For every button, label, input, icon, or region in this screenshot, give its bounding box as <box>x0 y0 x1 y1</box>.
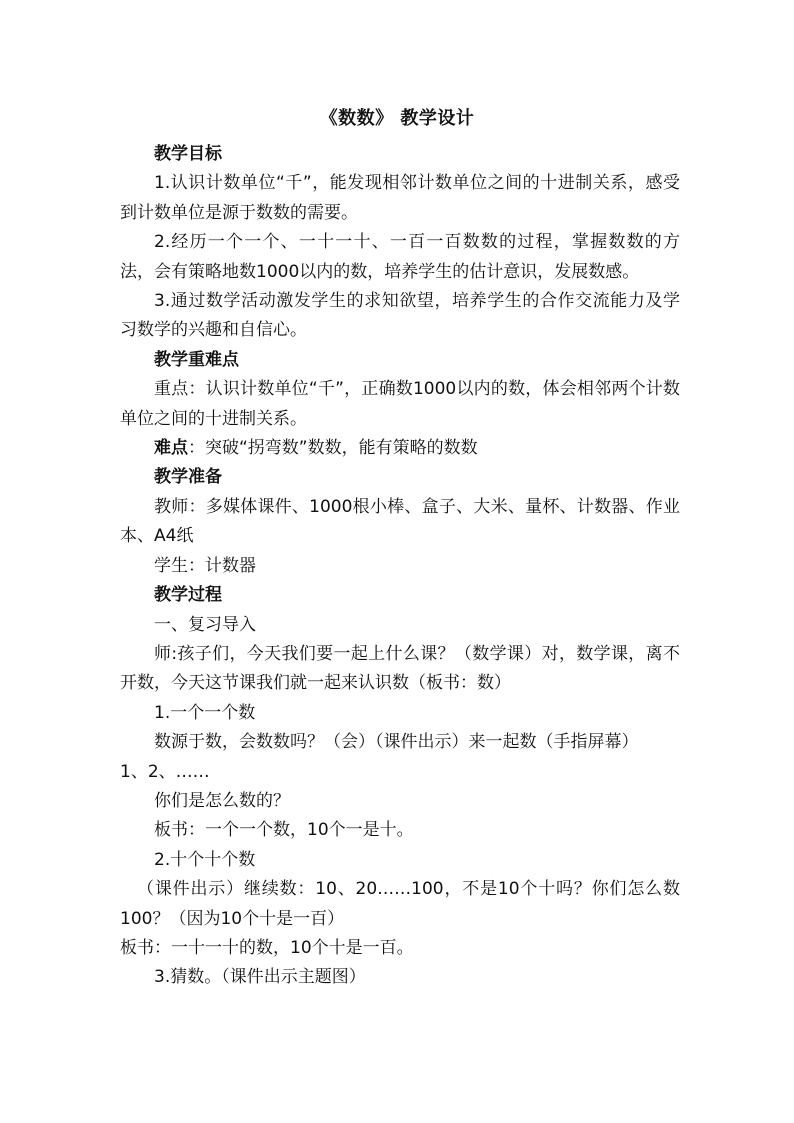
process-p5: （课件出示）继续数：10、20……100，不是10个十吗？你们怎么数100？（因为10个十是一百） <box>120 879 680 929</box>
difficulty-paragraph <box>120 434 680 463</box>
prep-teacher: 教师：多媒体课件、1000根小棒、盒子、大米、量杯、计数器、作业本、A4纸 <box>120 496 680 547</box>
objective-2: 2.经历一个一个、一十一十、一百一百数数的过程，掌握数数的方法，会有策略地数1000以内的数，培养学生的估计意识，发展数感。 <box>120 232 680 282</box>
process-p1: 师:孩子们，今天我们要一起上什么课？（数学课）对，数学课，离不开数，今天这节课我们就一起来认识数（板书：数） <box>120 643 680 694</box>
process-p2a: 数源于数，会数数吗？（会）（课件出示）来一起数（手指屏幕） <box>154 732 639 753</box>
prep-heading: 教学准备 <box>154 467 222 488</box>
process-s1: 1.一个一个数 <box>154 702 256 723</box>
keypoint-text: 重点：认识计数单位“千”，正确数1000以内的数，体会相邻两个计数单位之间的十进制关系。 <box>120 379 680 429</box>
process-s3: 3.猜数。（课件出示主题图） <box>154 967 366 988</box>
difficulty-label: 难点 <box>154 438 188 459</box>
keypoints-heading: 教学重难点 <box>154 349 239 370</box>
process-p4: 板书：一个一个数，10个一是十。 <box>154 820 414 841</box>
document-body <box>120 140 680 993</box>
process-s2: 2.十个十个数 <box>154 849 256 870</box>
document-title: 《数数》 教学设计 <box>319 108 475 129</box>
process-p6: 板书：一十一十的数，10个十是一百。 <box>120 937 414 958</box>
process-part1: 一、复习导入 <box>154 614 256 635</box>
process-heading: 教学过程 <box>154 585 222 606</box>
objective-1: 1.认识计数单位“千”，能发现相邻计数单位之间的十进制关系，感受到计数单位是源于数数的需要。 <box>120 173 680 223</box>
objectives-heading: 教学目标 <box>154 144 222 164</box>
objective-3: 3.通过数学活动激发学生的求知欲望，培养学生的合作交流能力及学习数学的兴趣和自信心。 <box>120 291 680 341</box>
prep-student: 学生：计数器 <box>154 555 256 576</box>
process-p2b: 1、2、…… <box>120 761 210 782</box>
difficulty-text: ：突破“拐弯数”数数，能有策略的数数 <box>188 438 478 459</box>
process-p3: 你们是怎么数的？ <box>154 790 290 811</box>
